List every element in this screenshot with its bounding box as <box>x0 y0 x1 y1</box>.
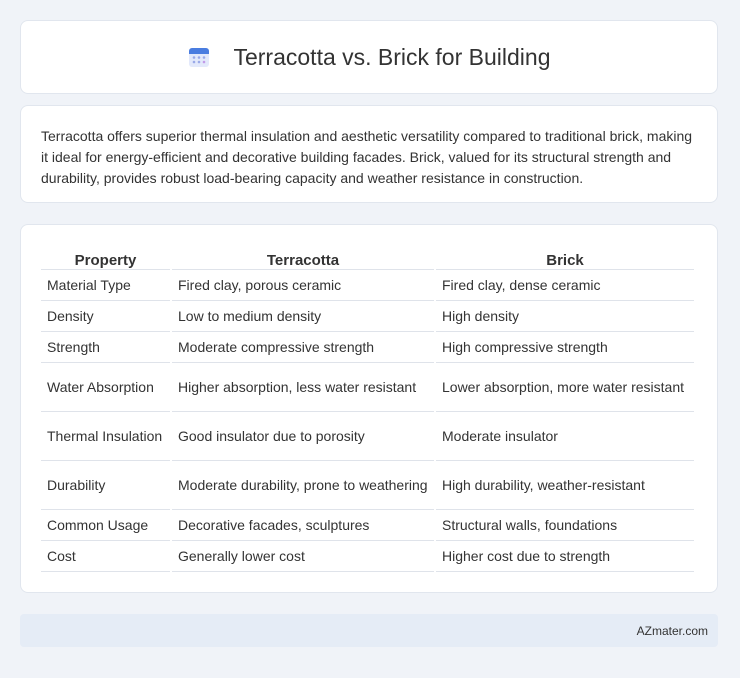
property-cell: Density <box>41 301 170 332</box>
property-cell: Strength <box>41 332 170 363</box>
brick-cell: High density <box>436 301 694 332</box>
calendar-icon <box>187 45 211 69</box>
brick-cell: High durability, weather-resistant <box>436 461 694 510</box>
brick-cell: Lower absorption, more water resistant <box>436 363 694 412</box>
brick-cell: Structural walls, foundations <box>436 510 694 541</box>
table-row <box>41 412 694 461</box>
terracotta-cell: Good insulator due to porosity <box>172 412 434 461</box>
table-row <box>41 270 694 301</box>
table-row <box>41 541 694 572</box>
intro-card <box>20 105 718 203</box>
table-row <box>41 363 694 412</box>
comparison-card <box>20 224 718 593</box>
terracotta-cell: Higher absorption, less water resistant <box>172 363 434 412</box>
brick-cell: Higher cost due to strength <box>436 541 694 572</box>
property-cell: Common Usage <box>41 510 170 541</box>
table-row <box>41 301 694 332</box>
table-row <box>41 461 694 510</box>
brick-cell: Fired clay, dense ceramic <box>436 270 694 301</box>
brick-cell: Moderate insulator <box>436 412 694 461</box>
property-cell: Material Type <box>41 270 170 301</box>
comparison-table <box>39 245 696 572</box>
property-cell: Durability <box>41 461 170 510</box>
property-cell: Cost <box>41 541 170 572</box>
terracotta-cell: Low to medium density <box>172 301 434 332</box>
terracotta-cell: Moderate compressive strength <box>172 332 434 363</box>
table-header-row <box>41 245 694 270</box>
terracotta-cell: Decorative facades, sculptures <box>172 510 434 541</box>
table-row <box>41 510 694 541</box>
title-card <box>20 20 718 94</box>
header-property: Property <box>41 245 170 270</box>
property-cell: Water Absorption <box>41 363 170 412</box>
terracotta-cell: Moderate durability, prone to weathering <box>172 461 434 510</box>
header-terracotta: Terracotta <box>172 245 434 270</box>
brick-cell: High compressive strength <box>436 332 694 363</box>
footer-bar <box>20 614 718 647</box>
property-cell: Thermal Insulation <box>41 412 170 461</box>
terracotta-cell: Fired clay, porous ceramic <box>172 270 434 301</box>
table-row <box>41 332 694 363</box>
terracotta-cell: Generally lower cost <box>172 541 434 572</box>
header-brick: Brick <box>436 245 694 270</box>
page-title: Terracotta vs. Brick for Building <box>233 43 551 70</box>
intro-paragraph: Terracotta offers superior thermal insulation and aesthetic versatility compared to traditional brick, making it ideal for energy-efficient and decorative building facades. Brick, valued for its structural strength and durability, provides robust load-bearing capacity and weather resistance in construction. <box>41 128 693 186</box>
footer-brand[interactable]: AZmater.com <box>636 623 708 638</box>
